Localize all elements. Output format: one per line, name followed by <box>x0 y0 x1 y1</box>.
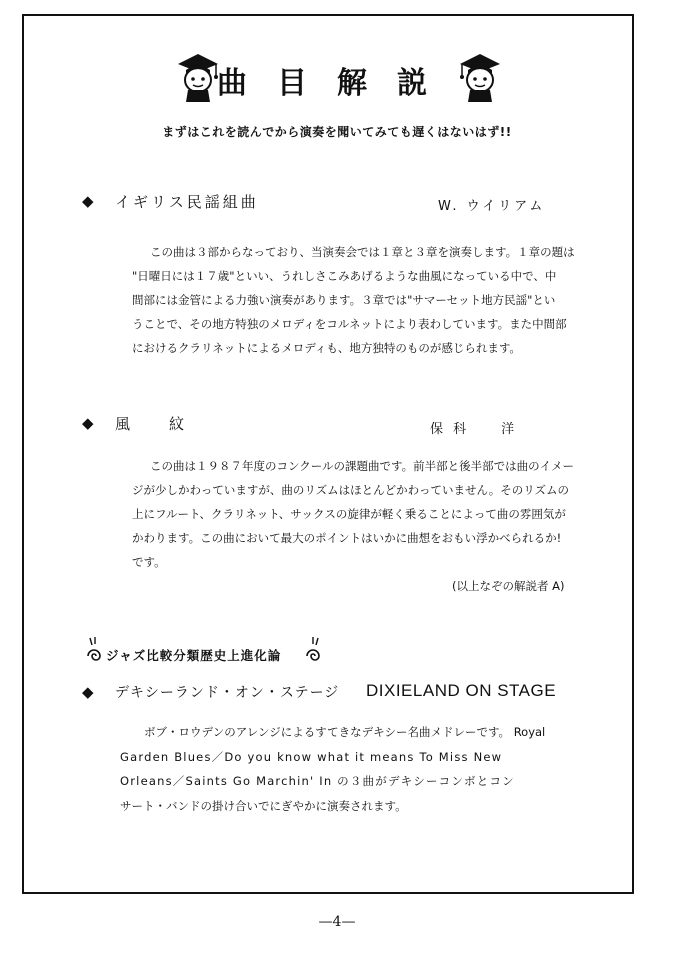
piece-title: イギリス民謡組曲 <box>115 193 259 211</box>
description-line: うことで、その地方特独のメロディをコルネットにより表わしています。また中間部 <box>132 317 567 331</box>
description-line: です。 <box>132 555 166 569</box>
piece-title-english: DIXIELAND ON STAGE <box>366 681 557 700</box>
bullet-diamond-icon: ◆ <box>82 414 94 432</box>
bullet-diamond-icon: ◆ <box>82 683 94 701</box>
piece-description <box>132 454 574 574</box>
bullet-diamond-icon: ◆ <box>82 192 94 210</box>
swirl-left-icon <box>84 636 104 666</box>
piece-title: デキシーランド・オン・ステージ <box>115 685 340 701</box>
description-line: Garden Blues／Do you know what it means To Miss New <box>120 749 503 764</box>
description-line: この曲は３部からなっており、当演奏会では１章と３章を演奏します。１章の題は <box>150 245 575 259</box>
description-line: におけるクラリネットによるメロディも、地方独特のものが感じられます。 <box>132 341 521 355</box>
description-line: サート・バンドの掛け合いでにぎやかに演奏されます。 <box>120 798 407 813</box>
description-line: ボブ・ロウデンのアレンジによるすてきなデキシー名曲メドレーです。 Royal <box>144 725 546 739</box>
piece-description <box>132 240 575 360</box>
description-line: Orleans／Saints Go Marchin' In の３曲がデキシーコンボとコン <box>120 774 515 788</box>
description-line: 間部には金管による力強い演奏があります。３章では"サマーセット地方民謡"とい <box>132 293 556 307</box>
description-line: かわります。この曲において最大のポイントはいかに曲想をおもい浮かべられるか! <box>132 531 562 545</box>
page-number: —4— <box>318 914 356 930</box>
page-subtitle: まずはこれを読んでから演奏を聞いてみても遅くはないはず!! <box>162 125 512 139</box>
piece-title: 風 紋 <box>115 415 188 433</box>
description-line: ジが少しかわっていますが、曲のリズムはほとんどかわっていません。そのリズムの <box>132 483 569 497</box>
piece-description <box>120 720 545 818</box>
description-line: "日曜日には１７歳"といい、うれしさこみあげるような曲風になっている中で、中 <box>132 269 557 283</box>
page-title: 曲目解説 <box>217 66 457 101</box>
swirl-right-icon <box>303 636 323 666</box>
jazz-section-heading: ジャズ比較分類歴史上進化論 <box>106 648 282 663</box>
piece-composer: 保 科 洋 <box>430 422 518 437</box>
description-line: 上にフルート、クラリネット、サックスの旋律が軽く乗ることによって曲の雰囲気が <box>132 507 566 521</box>
author-credit: (以上なぞの解説者 A) <box>452 579 565 593</box>
piece-composer: W. ウイリアム <box>438 199 546 214</box>
description-line: この曲は１９８７年度のコンクールの課題曲です。前半部と後半部では曲のイメー <box>150 459 575 473</box>
